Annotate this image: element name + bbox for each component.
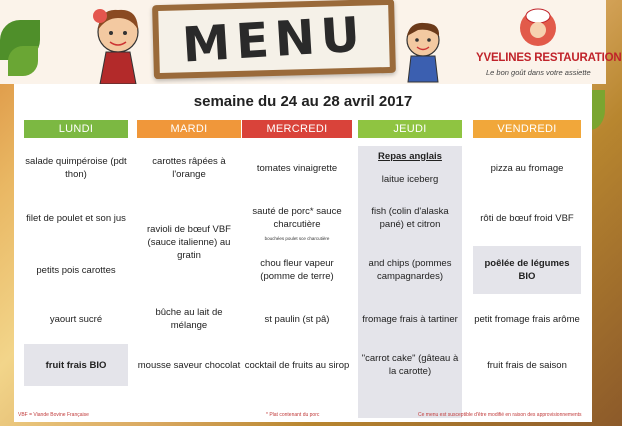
day-header: LUNDI [24, 120, 128, 138]
menu-item: st paulin (st pâ) [264, 313, 330, 325]
menu-item: fromage frais à tartiner [362, 313, 458, 325]
page-title: MENU [180, 6, 368, 74]
theme-meal-label: Repas anglais [378, 150, 442, 162]
menu-item: carottes râpées à l'orange [152, 156, 226, 180]
menu-item: sauté de porc* sauce charcutière [252, 206, 342, 230]
menu-item-note: bouchées poulet sce charcutière [264, 235, 330, 241]
day-header: VENDREDI [473, 120, 581, 138]
day-header: MARDI [137, 120, 241, 138]
brand-logo [470, 6, 622, 78]
menu-item: mousse saveur chocolat [137, 359, 241, 371]
menu-item: bûche au lait de mélange [155, 307, 223, 331]
day-header: JEUDI [358, 120, 462, 138]
menu-item: cocktail de fruits au sirop [244, 359, 350, 371]
menu-item: petits pois carottes [36, 264, 116, 276]
menu-item: "carrot cake" (gâteau à la carotte) [361, 353, 459, 377]
leaf-decoration [8, 46, 38, 76]
day-column-mercredi [242, 120, 352, 404]
footer-note-pork: * Plat contenant du porc [266, 412, 320, 418]
brand-name: YVELINES RESTAURATION [476, 52, 622, 64]
boy-illustration-icon [398, 18, 448, 84]
day-column-jeudi [358, 120, 462, 404]
menu-item [137, 246, 241, 294]
menu-item: laitue iceberg [381, 173, 439, 185]
brand-tagline: Le bon goût dans votre assiette [486, 68, 591, 77]
footer-note-changes: Ce menu est susceptible d'être modifié en raison des approvisionnements [418, 412, 582, 418]
menu-item: yaourt sucré [49, 313, 103, 325]
menu-title-board [152, 0, 396, 79]
menu-item: filet de poulet et son jus [26, 212, 126, 224]
menu-item: rôti de bœuf froid VBF [480, 212, 574, 224]
menu-item: petit fromage frais arôme [474, 313, 580, 325]
footer-note-vbf: VBF = Viande Bovine Française [18, 412, 89, 418]
menu-item: pizza au fromage [490, 162, 564, 174]
menu-item: tomates vinaigrette [256, 162, 338, 174]
chef-logo-icon [508, 6, 568, 52]
menu-item: salade quimpéroise (pdt thon) [25, 156, 127, 180]
day-header: MERCREDI [242, 120, 352, 138]
menu-item: chou fleur vapeur (pomme de terre) [260, 258, 334, 282]
day-column-vendredi [473, 120, 581, 404]
menu-item: ravioli de bœuf VBF (sauce italienne) au gratin [147, 223, 231, 261]
menu-item: fruit frais BIO [24, 344, 128, 386]
menu-item: and chips (pommes campagnardes) [368, 258, 452, 282]
menu-item: fruit frais de saison [487, 359, 567, 371]
menu-item: poêlée de légumes BIO [473, 246, 581, 294]
week-heading: semaine du 24 au 28 avril 2017 [193, 93, 413, 110]
day-column-mardi [137, 120, 241, 404]
menu-item: fish (colin d'alaska pané) et citron [371, 206, 449, 230]
day-column-lundi [24, 120, 128, 404]
